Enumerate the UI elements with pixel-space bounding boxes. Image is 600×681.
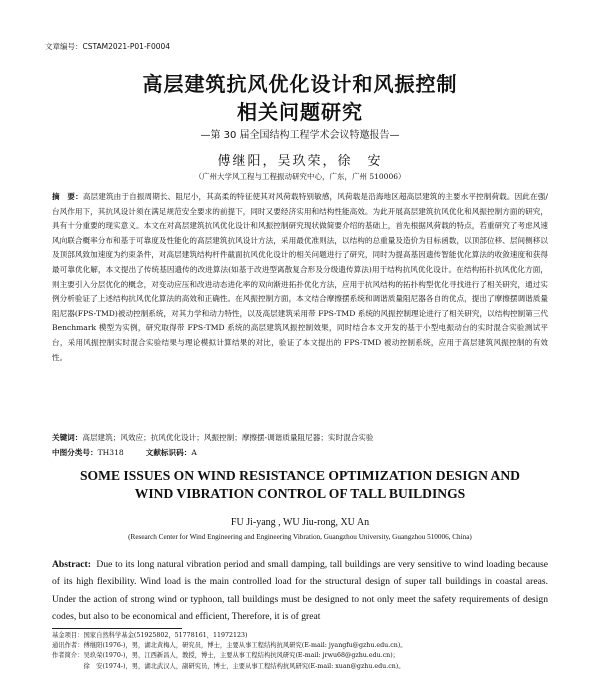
footnote-divider — [52, 628, 182, 629]
english-title-line1: SOME ISSUES ON WIND RESISTANCE OPTIMIZATION DESIGN AND — [79, 468, 520, 483]
classification-value: TH318 — [97, 448, 124, 457]
chinese-affiliation: （广州大学风工程与工程振动研究中心，广东，广州 510006） — [194, 172, 406, 181]
classification-label: 中图分类号： — [52, 448, 98, 457]
english-abstract — [52, 556, 548, 626]
english-affiliation: (Research Center for Wind Engineering and Engineering Vibration, Guangzhou University, Guangzhou 510006, China) — [128, 533, 472, 541]
footnotes — [52, 631, 552, 672]
english-title-line2: WIND VIBRATION CONTROL OF TALL BUILDINGS — [134, 486, 466, 501]
chinese-abstract-text: 高层建筑由于自振周期长、阻尼小，其高柔的特征使其对风荷载特别敏感，风荷载是沿海地区超高层建筑的主要水平控制荷载。因此在强/台风作用下，其抗风设计须在满足规范安全要求的前提下，同时又要经济实用和结构性能高效。为此开展高层建筑抗风优化和风振控制方面的研究，具有十分重要的现实意义。本文在对高层建筑抗风优化设计和风振控制研究现状做简要介绍的基础上，首先根据风荷载的特点，若重研究了考虑风速风向联合概率分布和基于可靠度及性能化的高层建筑抗风设计方法，采用最优准则法，以结构的总重量及造价为目标函数，以顶部位移、层间侧移以及顶部风致加速度为约束条件，对高层建筑结构杆件截面抗风优化设计的相关问题进行了研究，同时为提高基因遗传智能优化算法的收敛速度和获得最可靠优化解，本文提出了传统基因遗传的改进算法(如基于改进型离散复合形及分级遗传算法)用于结构抗风优化设计。在结构拓扑抗风优化方面，则主要引入分层优化的概念，对变动应压和改进动态进化率的双向渐进拓扑优化方法，应用于抗风结构的拓扑构型优化寻找进行了相关研究，通过实例分析验证了上述结构抗风优化算法的高效和正确性。在风振控制方面，本文结合摩擦摆系统和调谐质量阻尼器各自的优点，提出了摩擦摆调谐质量阻尼器(FPS-TMD)被动控制系统，对其力学和动力特性，以及高层建筑采用带 FPS-TMD 系统的风振控制理论进行了相关研究，以结构控制第三代 Benchmark 模型为实例，研究取得带 FPS-TMD 系统的高层建筑风振控制效果，同时结合本文开发的基于小型电振动台的实时混合实验测试平台，采用风振控制实时混合实验结果与理论模拟计算结果的对比，验证了本文提出的 FPS-TMD 被动控制系统，应用于高层建筑风振控制的有效性。 — [52, 192, 548, 362]
footnote-author-bio-1: 作者简介：吴玖荣(1970-)，男，江西新昌人，教授，博士，主要从事工程结构抗风研究(E-mail: jrwu68@gzhu.edu.cn)； — [52, 652, 399, 660]
english-authors: FU Ji-yang , WU Jiu-rong, XU An — [230, 517, 370, 528]
chinese-keywords — [52, 432, 548, 443]
chinese-abstract-label: 摘 要： — [52, 192, 83, 201]
classification-line — [52, 447, 197, 458]
keywords-label: 关键词： — [52, 433, 83, 442]
chinese-abstract — [52, 190, 548, 365]
chinese-title-line1: 高层建筑抗风优化设计和风振控制 — [142, 72, 458, 96]
doc-code-label: 文献标识码： — [145, 448, 192, 457]
article-number: 文章编号：CSTAM2021-P01-F0004 — [45, 42, 171, 51]
english-abstract-text: Due to its long natural vibration period and small damping, tall buildings are very sensitive to wind loading because of its high flexibility. Wind load is the main controlled load for the structural design of super tall buildings in coastal areas. Under the action of strong wind or typhoon, tall buildings must be designed to not only meet the safety requirements of design codes, but also to be economical and efficient, Therefore, it is of great — [52, 559, 549, 623]
chinese-subtitle: —第 30 届全国结构工程学术会议特邀报告— — [200, 130, 400, 141]
footnote-author-bio-2: 徐 安(1974-)，男，湖北武汉人，副研究员，博士，主要从事工程结构抗风研究(E-mail: xuan@gzhu.edu.cn)。 — [52, 662, 405, 670]
chinese-title-line2: 相关问题研究 — [237, 100, 363, 124]
chinese-authors: 傅继阳，吴玖荣，徐 安 — [217, 154, 383, 169]
footnote-funding: 基金项目：国家自然科学基金(51925802，51778161，11972123) — [52, 632, 248, 639]
keywords-text: 高层建筑；风效应；抗风优化设计；风振控制；摩擦摆-调谐质量阻尼器；实时混合实验 — [82, 433, 374, 442]
doc-code-value: A — [191, 448, 197, 457]
footnote-corresponding-author: 通讯作者：傅继阳(1976-)，男，湖北黄梅人，研究员，博士，主要从事工程结构抗风研究(E-mail: jyangfu@gzhu.edu.cn)。 — [52, 642, 407, 650]
english-abstract-label: Abstract: — [52, 559, 91, 570]
